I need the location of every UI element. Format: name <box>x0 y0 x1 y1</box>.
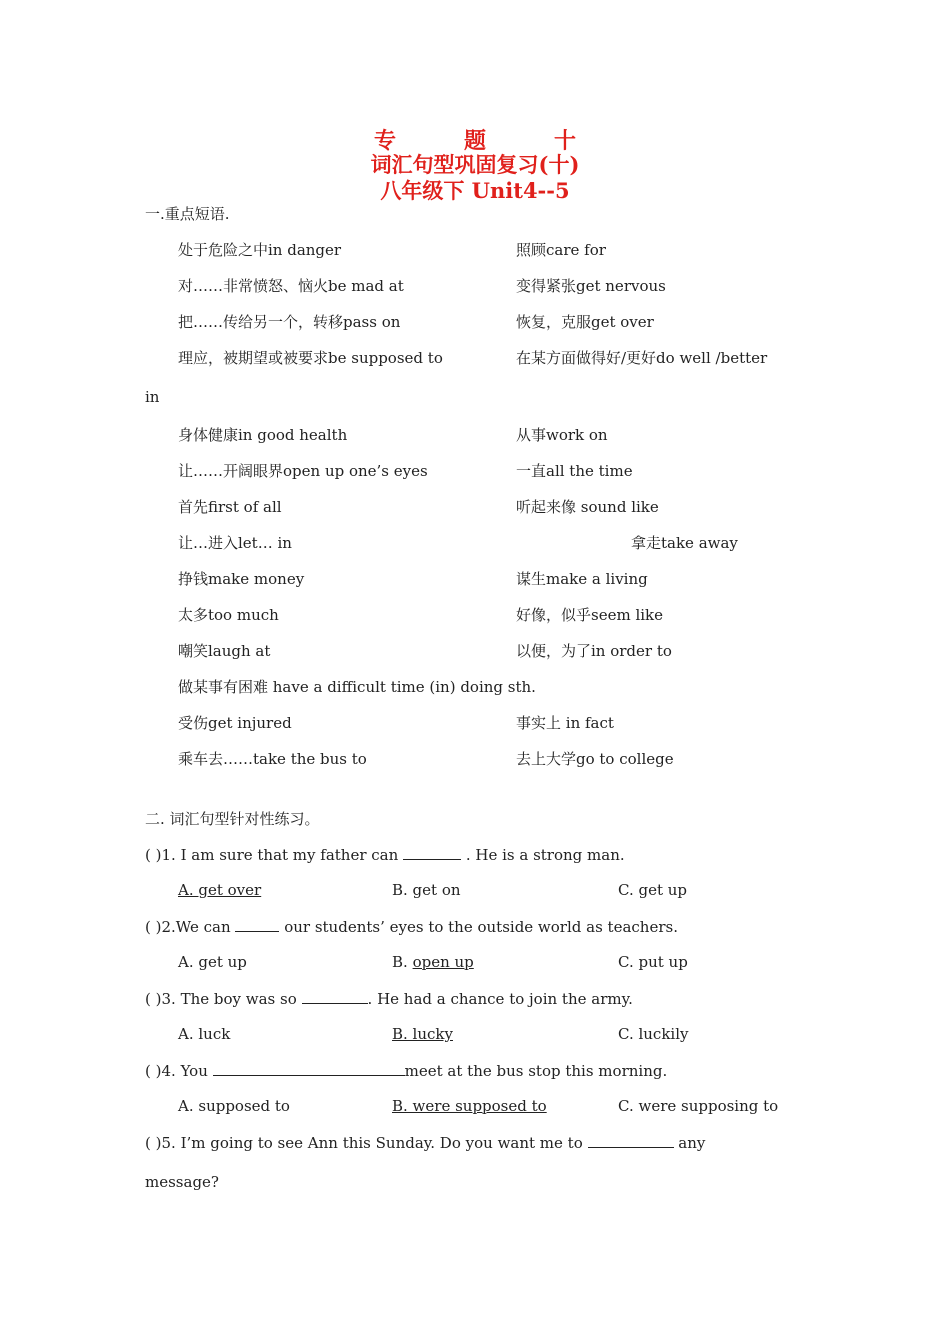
section1-heading: 一.重点短语. <box>145 205 230 223</box>
question-text: The boy was so <box>180 990 297 1008</box>
question-text: You <box>180 1062 208 1080</box>
answer-blank[interactable] <box>588 1133 674 1148</box>
phrase: 对……非常愤怒、恼火be mad at <box>178 277 404 295</box>
option-a[interactable]: A. luck <box>178 1025 231 1043</box>
phrase: 让…进入let… in <box>178 534 292 552</box>
option-a[interactable]: A. get over <box>178 881 262 899</box>
title-char: 专 <box>373 128 396 154</box>
option-c[interactable]: C. luckily <box>618 1025 689 1043</box>
phrase: 听起来像 sound like <box>516 498 659 516</box>
question-5 <box>145 1133 705 1152</box>
question-number: 3. <box>161 990 176 1008</box>
question-1 <box>145 845 625 864</box>
phrase: 拿走take away <box>631 534 738 552</box>
phrase: 谋生make a living <box>516 570 648 588</box>
option-b[interactable]: B. get on <box>392 881 461 899</box>
option-a[interactable]: A. get up <box>178 953 247 971</box>
title-line-3: 八年级下 Unit4--5 <box>380 178 570 203</box>
phrase: 以便，为了in order to <box>516 642 672 660</box>
question-4 <box>145 1061 667 1080</box>
phrase: 去上大学go to college <box>516 750 674 768</box>
phrase: 把……传给另一个，转移pass on <box>178 313 401 331</box>
option-c[interactable]: C. get up <box>618 881 688 899</box>
option-b[interactable]: B. lucky <box>392 1025 453 1043</box>
question-continuation: message? <box>145 1173 219 1191</box>
answer-blank[interactable] <box>213 1061 405 1076</box>
phrase: 事实上 in fact <box>516 714 614 732</box>
question-3 <box>145 989 633 1008</box>
question-number: 1. <box>161 846 176 864</box>
question-text: We can <box>175 918 231 936</box>
question-text: I am sure that my father can <box>180 846 399 864</box>
answer-paren[interactable]: ( ) <box>145 990 162 1008</box>
phrase: 身体健康in good health <box>178 426 348 444</box>
question-text: our students’ eyes to the outside world as teachers. <box>284 918 678 936</box>
phrase: 太多too much <box>178 606 279 624</box>
phrase: 挣钱make money <box>178 570 305 588</box>
answer-paren[interactable]: ( ) <box>145 918 162 936</box>
option-b[interactable]: B. open up <box>392 953 474 971</box>
phrase: 好像，似乎seem like <box>516 606 664 624</box>
question-text: I’m going to see Ann this Sunday. Do you want me to <box>180 1134 583 1152</box>
phrase: 从事work on <box>516 426 608 444</box>
section2-heading: 二. 词汇句型针对性练习。 <box>145 810 320 828</box>
question-number: 5. <box>161 1134 176 1152</box>
question-text: . He is a strong man. <box>465 846 625 864</box>
question-text: . He had a chance to join the army. <box>367 990 633 1008</box>
phrase: 照顾care for <box>516 241 606 259</box>
question-text: any <box>678 1134 706 1152</box>
option-c[interactable]: C. put up <box>618 953 688 971</box>
phrase: 嘲笑laugh at <box>178 642 271 660</box>
option-b[interactable]: B. were supposed to <box>392 1097 547 1115</box>
option-c[interactable]: C. were supposing to <box>618 1097 779 1115</box>
question-2 <box>145 917 678 936</box>
phrase: 恢复，克服get over <box>516 313 654 331</box>
phrase: 首先first of all <box>178 498 282 516</box>
question-number: 2. <box>161 918 176 936</box>
answer-paren[interactable]: ( ) <box>145 846 162 864</box>
phrase: 乘车去……take the bus to <box>178 750 367 768</box>
answer-paren[interactable]: ( ) <box>145 1062 162 1080</box>
phrase: 处于危险之中in danger <box>178 241 342 259</box>
title-char: 十 <box>554 128 577 154</box>
question-number: 4. <box>161 1062 176 1080</box>
title-char: 题 <box>463 128 486 154</box>
phrase: 做某事有困难 have a difficult time (in) doing sth. <box>178 678 536 696</box>
phrase: 在某方面做得好/更好do well /better <box>516 349 768 367</box>
phrase: 变得紧张get nervous <box>516 277 666 295</box>
phrase: 理应，被期望或被要求be supposed to <box>178 349 443 367</box>
phrase: 受伤get injured <box>178 714 292 732</box>
answer-paren[interactable]: ( ) <box>145 1134 162 1152</box>
question-text: meet at the bus stop this morning. <box>404 1062 668 1080</box>
phrase: 一直all the time <box>516 462 633 480</box>
option-a[interactable]: A. supposed to <box>178 1097 290 1115</box>
answer-blank[interactable] <box>235 917 279 932</box>
phrase: 让……开阔眼界open up one’s eyes <box>178 462 428 480</box>
title-line-2: 词汇句型巩固复习(十) <box>370 152 580 177</box>
answer-blank[interactable] <box>302 989 368 1004</box>
phrase-continuation: in <box>145 388 160 406</box>
answer-blank[interactable] <box>403 845 461 860</box>
